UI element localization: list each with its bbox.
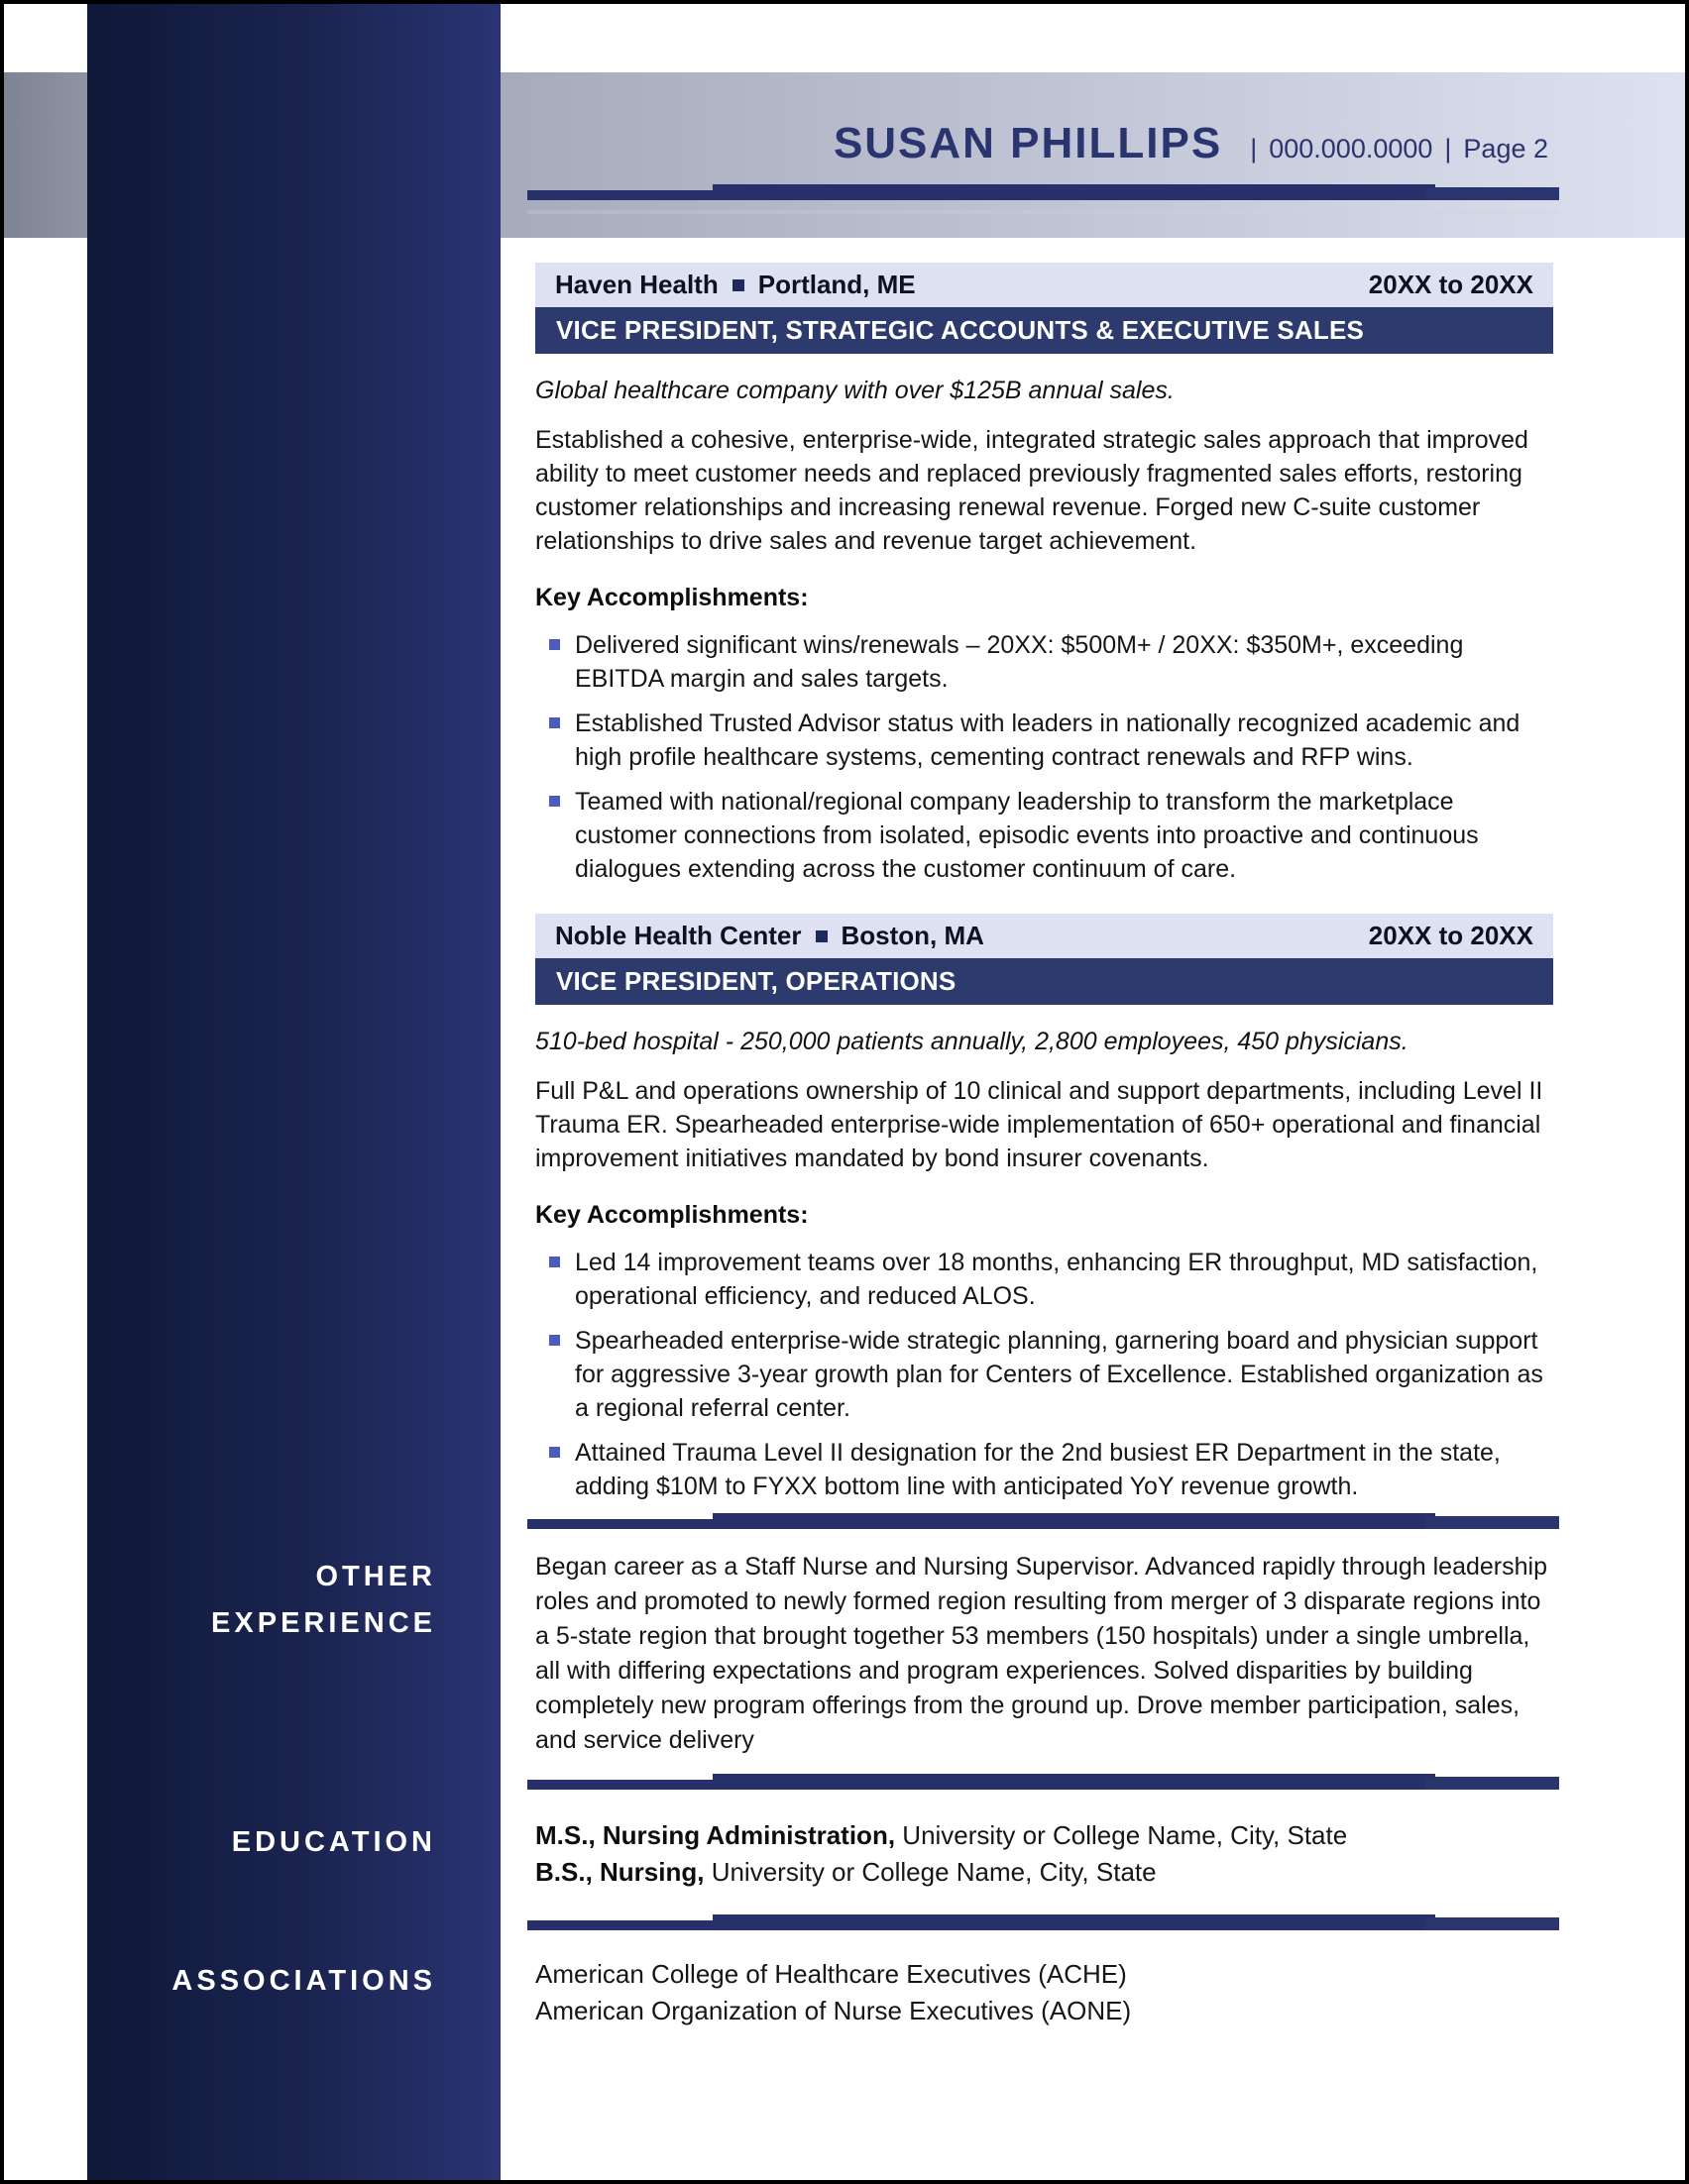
square-separator-icon <box>816 930 828 942</box>
square-bullet-icon <box>549 1335 560 1346</box>
job-section-2 <box>535 914 1553 1514</box>
header-rule-bar <box>527 184 1559 202</box>
job-title: VICE PRESIDENT, STRATEGIC ACCOUNTS & EXECUTIVE SALES <box>556 315 1365 345</box>
bullet-item: Delivered significant wins/renewals – 20XX: $500M+ / 20XX: $350M+, exceeding EBITDA margin and sales targets. <box>535 628 1553 696</box>
association-item: American Organization of Nurse Executives (AONE) <box>535 1996 1132 2025</box>
section-divider <box>527 1774 1559 1792</box>
sidebar-label-associations: ASSOCIATIONS <box>171 1965 436 1997</box>
education-section <box>535 1817 1553 1891</box>
job-title: VICE PRESIDENT, OPERATIONS <box>556 966 957 996</box>
associations-section <box>535 1956 1553 2029</box>
accomplishment-list <box>535 1246 1553 1503</box>
job-company-bar <box>535 263 1553 307</box>
company-location: Boston, MA <box>841 921 984 950</box>
square-separator-icon <box>732 279 744 291</box>
job-title-bar <box>535 958 1553 1005</box>
education-degree <box>535 1854 1553 1891</box>
header-phone: 000.000.0000 <box>1269 134 1433 164</box>
bullet-item: Established Trusted Advisor status with leaders in nationally recognized academic and high profile healthcare systems, cementing contract renewals and RFP wins. <box>535 707 1553 774</box>
square-bullet-icon <box>549 1447 560 1458</box>
header-underline <box>527 210 1559 214</box>
square-bullet-icon <box>549 639 560 650</box>
header-name: SUSAN PHILLIPS <box>833 119 1223 167</box>
job-company-bar <box>535 914 1553 958</box>
key-accomplishments-label: Key Accomplishments: <box>535 1201 809 1229</box>
square-bullet-icon <box>549 1256 560 1267</box>
company-summary: 510-bed hospital - 250,000 patients annually, 2,800 employees, 450 physicians. <box>535 1028 1408 1055</box>
header-separator: | <box>1444 134 1452 164</box>
other-experience-paragraph: Began career as a Staff Nurse and Nursing Supervisor. Advanced rapidly through leadership roles and promoted to newly formed region resulting from merger of 3 disparate regions into a 5-state region that brought together 53 members (150 hospitals) under a single umbrella, all with differing expectations and program experiences. Solved disparities by building completely new program offerings from the ground up. Drove member participation, sales, and service delivery <box>535 1553 1547 1754</box>
company-name: Haven Health <box>555 270 719 299</box>
degree-title: B.S., Nursing, <box>535 1857 705 1887</box>
job-description: Full P&L and operations ownership of 10 clinical and support departments, including Level II Trauma ER. Spearheaded enterprise-wide implementation of 650+ operational and financial improvement initiatives mandated by bond insurer covenants. <box>535 1077 1543 1172</box>
key-accomplishments-label: Key Accomplishments: <box>535 584 809 611</box>
job-section-1 <box>535 263 1553 897</box>
bullet-item: Led 14 improvement teams over 18 months, enhancing ER throughput, MD satisfaction, operational efficiency, and reduced ALOS. <box>535 1246 1553 1313</box>
bullet-item: Teamed with national/regional company leadership to transform the marketplace customer connections from isolated, episodic events into proactive and continuous dialogues extending across the customer continuum of care. <box>535 785 1553 886</box>
header-page-number: Page 2 <box>1463 134 1548 164</box>
accomplishment-list <box>535 628 1553 886</box>
job-description: Established a cohesive, enterprise-wide, integrated strategic sales approach that improved ability to meet customer needs and replaced previously fragmented sales efforts, restoring customer relationships and increasing renewal revenue. Forged new C-suite customer relationships to drive sales and revenue target achievement. <box>535 426 1528 555</box>
association-item: American College of Healthcare Executives (ACHE) <box>535 1959 1127 1989</box>
company-name: Noble Health Center <box>555 921 802 950</box>
section-divider <box>527 1914 1559 1932</box>
job-title-bar <box>535 307 1553 354</box>
page-header <box>834 119 1548 168</box>
education-degree <box>535 1817 1553 1854</box>
bullet-item: Attained Trauma Level II designation for the 2nd busiest ER Department in the state, adding $10M to FYXX bottom line with anticipated YoY revenue growth. <box>535 1436 1553 1503</box>
sidebar-label-education: EDUCATION <box>231 1826 436 1858</box>
square-bullet-icon <box>549 796 560 807</box>
company-summary: Global healthcare company with over $125B annual sales. <box>535 377 1175 404</box>
company-location: Portland, ME <box>757 270 916 299</box>
degree-title: M.S., Nursing Administration, <box>535 1820 896 1850</box>
top-banner-left-segment <box>4 72 87 238</box>
degree-institution: University or College Name, City, State <box>704 1857 1157 1887</box>
employment-dates: 20XX to 20XX <box>1368 921 1533 950</box>
section-divider <box>527 1513 1559 1531</box>
bullet-item: Spearheaded enterprise-wide strategic planning, garnering board and physician support for aggressive 3-year growth plan for Centers of Excellence. Established organization as a regional referral center. <box>535 1324 1553 1425</box>
employment-dates: 20XX to 20XX <box>1368 270 1533 299</box>
header-separator: | <box>1250 134 1258 164</box>
square-bullet-icon <box>549 717 560 728</box>
sidebar-label-other-experience: OTHER EXPERIENCE <box>211 1561 436 1639</box>
degree-institution: University or College Name, City, State <box>895 1820 1348 1850</box>
